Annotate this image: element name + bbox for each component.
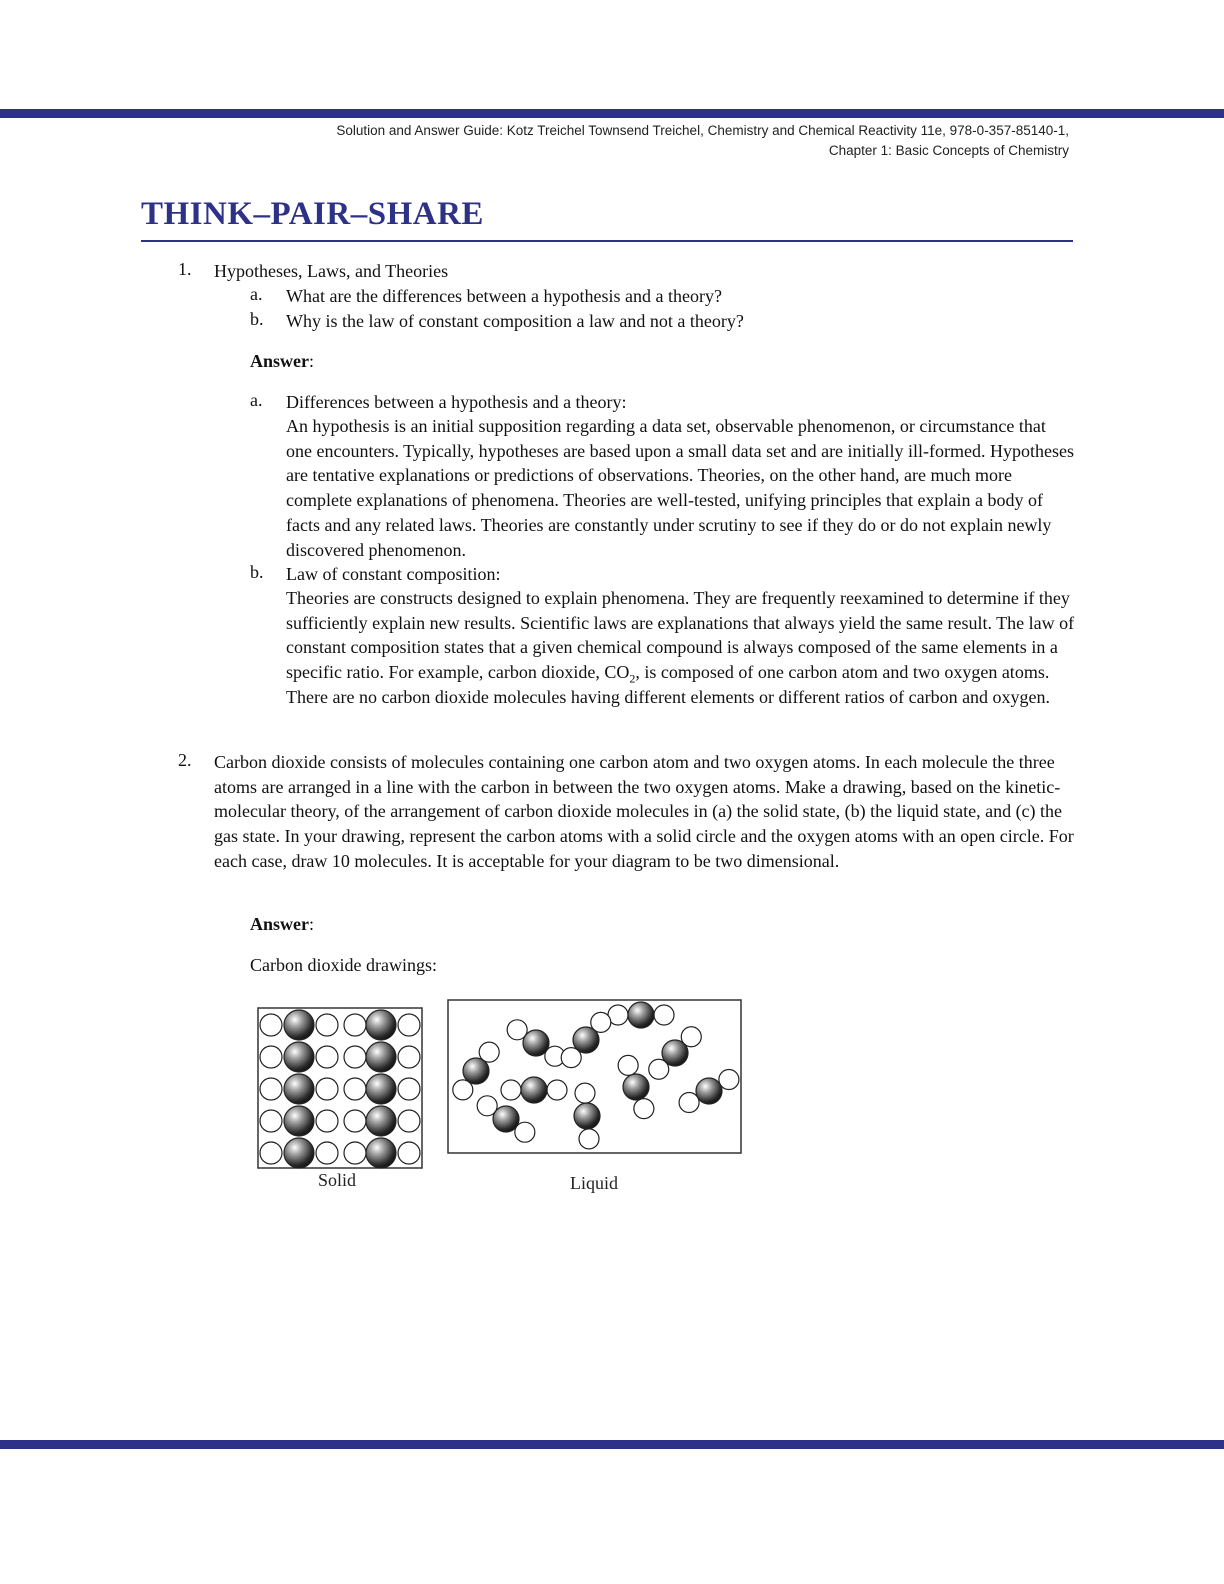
solid-carbon-atom	[284, 1106, 314, 1136]
liquid-carbon-atom	[628, 1002, 654, 1028]
solid-carbon-atom	[284, 1074, 314, 1104]
solid-oxygen-atom	[260, 1110, 282, 1132]
q1-answer-heading	[250, 349, 314, 374]
solid-carbon-atom	[366, 1074, 396, 1104]
liquid-carbon-atom	[463, 1058, 489, 1084]
liquid-carbon-atom	[521, 1077, 547, 1103]
solid-caption: Solid	[318, 1170, 357, 1190]
q2-answer-label: Answer	[250, 914, 309, 934]
liquid-oxygen-atom	[654, 1005, 674, 1025]
solid-oxygen-atom	[344, 1078, 366, 1100]
solid-oxygen-atom	[398, 1014, 420, 1036]
q2-answer-colon: :	[309, 914, 315, 934]
ans-b-body-part-1: Theories are constructs designed to explain phenomena. They are frequently reexamined to determine if they sufficiently explain new results. Scientific laws are explanations that always yield the same result. The law of constant composition states that a given chemical compound is always composed of the same elements in a specific ratio. For example, carbon dioxide, CO	[286, 588, 1075, 683]
liquid-carbon-atom	[574, 1103, 600, 1129]
title-rule	[141, 240, 1073, 242]
q2-text: Carbon dioxide consists of molecules containing one carbon atom and two oxygen atoms. In each molecule the three atoms are arranged in a line with the carbon in between the two oxygen atoms. Make a drawing, based on the kinetic-molecular theory, of the arrangement of carbon dioxide molecules in (a) the solid state, (b) the liquid state, and (c) the gas state. In your drawing, represent the carbon atoms with a solid circle and the oxygen atoms with an open circle. For each case, draw 10 molecules. It is acceptable for your diagram to be two dimensional.	[214, 752, 1074, 871]
solid-oxygen-atom	[316, 1110, 338, 1132]
solid-carbon-atom	[284, 1042, 314, 1072]
solid-oxygen-atom	[344, 1014, 366, 1036]
liquid-diagram	[446, 998, 744, 1156]
liquid-oxygen-atom	[501, 1080, 521, 1100]
solid-carbon-atom	[366, 1042, 396, 1072]
ans-b-subscript: 2	[629, 671, 636, 686]
solid-oxygen-atom	[316, 1078, 338, 1100]
top-band	[0, 109, 1224, 118]
solid-carbon-atom	[284, 1138, 314, 1168]
ans-b-body-part-2: , is composed of one carbon atom and two oxygen atoms. There are no carbon dioxide molecules having different elements or different ratios of carbon and oxygen.	[286, 662, 1051, 707]
solid-carbon-atom	[366, 1138, 396, 1168]
solid-oxygen-atom	[398, 1046, 420, 1068]
liquid-carbon-atom	[523, 1030, 549, 1056]
liquid-carbon-atom	[662, 1040, 688, 1066]
liquid-oxygen-atom	[547, 1080, 567, 1100]
solid-oxygen-atom	[260, 1078, 282, 1100]
solid-oxygen-atom	[316, 1046, 338, 1068]
header-line-2: Chapter 1: Basic Concepts of Chemistry	[828, 143, 1069, 158]
solid-carbon-atom	[366, 1106, 396, 1136]
section-title: THINK–PAIR–SHARE	[141, 196, 484, 232]
ans-b-heading: Law of constant composition:	[286, 564, 501, 584]
ans-a-body: An hypothesis is an initial supposition regarding a data set, observable phenomenon, or circumstance that one encounters. Typically, hypotheses are based upon a small data set and are initially ill-formed. Hypotheses are tentative explanations or predictions of observations. Theories, on the other hand, are much more complete explanations of phenomena. Theories are well-tested, unifying principles that explain a body of facts and any related laws. Theories are constantly under scrutiny to see if they do or do not explain newly discovered phenomenon.	[286, 416, 1075, 560]
q1-answer-label: Answer	[250, 351, 309, 371]
running-header	[336, 121, 1069, 161]
solid-oxygen-atom	[398, 1142, 420, 1164]
ans-b-marker: b.	[250, 562, 264, 582]
solid-oxygen-atom	[260, 1046, 282, 1068]
solid-oxygen-atom	[260, 1142, 282, 1164]
liquid-caption: Liquid	[570, 1173, 618, 1193]
solid-diagram	[255, 1005, 425, 1171]
liquid-carbon-atom	[573, 1027, 599, 1053]
header-line-1: Solution and Answer Guide: Kotz Treichel Townsend Treichel, Chemistry and Chemical Reactivity 11e, 978-0-357-85140-1,	[336, 123, 1069, 138]
q1-title: Hypotheses, Laws, and Theories	[214, 261, 449, 281]
q1-a-text: What are the differences between a hypothesis and a theory?	[286, 286, 722, 306]
solid-oxygen-atom	[260, 1014, 282, 1036]
solid-oxygen-atom	[398, 1078, 420, 1100]
ans-b-body	[286, 586, 1076, 710]
liquid-oxygen-atom	[618, 1055, 638, 1075]
liquid-oxygen-atom	[575, 1083, 595, 1103]
solid-oxygen-atom	[316, 1014, 338, 1036]
q1-b-marker: b.	[250, 309, 264, 329]
liquid-oxygen-atom	[719, 1070, 739, 1090]
liquid-carbon-atom	[493, 1106, 519, 1132]
solid-oxygen-atom	[344, 1046, 366, 1068]
solid-oxygen-atom	[344, 1110, 366, 1132]
ans-a-marker: a.	[250, 390, 263, 410]
solid-oxygen-atom	[316, 1142, 338, 1164]
q1-number: 1.	[178, 259, 192, 279]
bottom-band	[0, 1440, 1224, 1449]
q1-a-marker: a.	[250, 284, 263, 304]
q2-answer-heading	[250, 912, 314, 937]
liquid-carbon-atom	[623, 1074, 649, 1100]
drawings-intro: Carbon dioxide drawings:	[250, 955, 437, 975]
ans-a-heading: Differences between a hypothesis and a theory:	[286, 392, 627, 412]
q2-number: 2.	[178, 750, 192, 770]
solid-carbon-atom	[284, 1010, 314, 1040]
liquid-oxygen-atom	[634, 1099, 654, 1119]
q1-b-text: Why is the law of constant composition a law and not a theory?	[286, 311, 744, 331]
liquid-oxygen-atom	[679, 1093, 699, 1113]
solid-carbon-atom	[366, 1010, 396, 1040]
liquid-oxygen-atom	[579, 1129, 599, 1149]
solid-oxygen-atom	[398, 1110, 420, 1132]
liquid-carbon-atom	[696, 1078, 722, 1104]
q1-answer-colon: :	[309, 351, 315, 371]
solid-oxygen-atom	[344, 1142, 366, 1164]
